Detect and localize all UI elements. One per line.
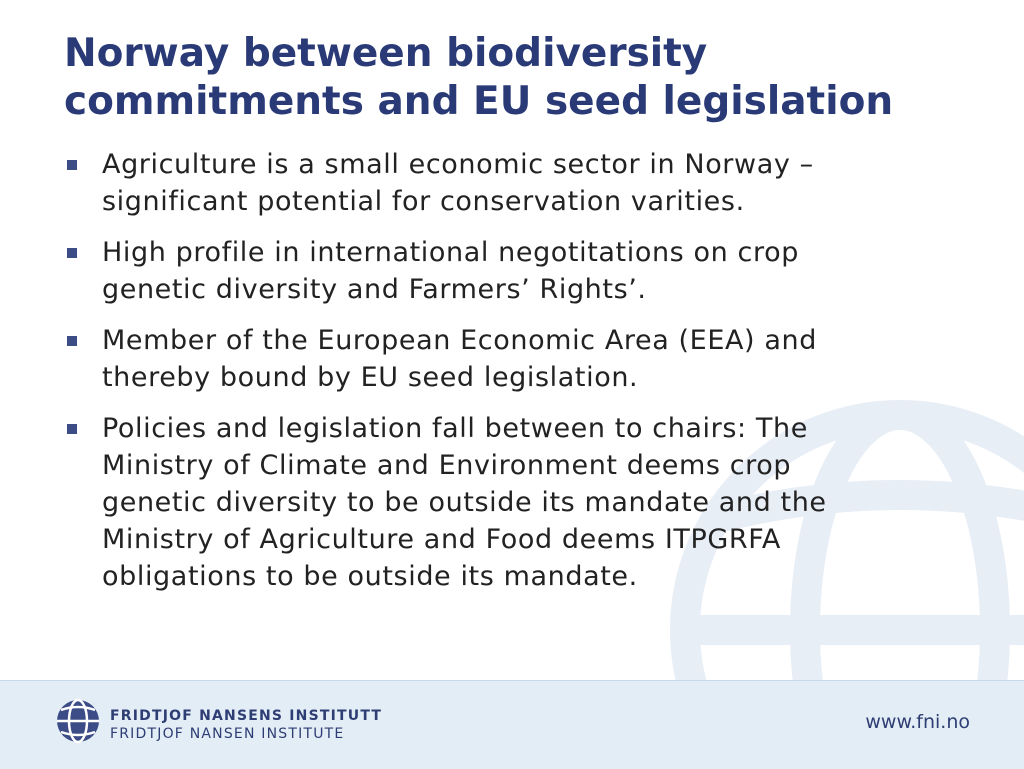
bullet-line: High profile in international negotitations on crop xyxy=(102,237,799,268)
bullet-line: thereby bound by EU seed legislation. xyxy=(102,362,639,393)
footer-bar xyxy=(0,680,1024,769)
website-url: www.fni.no xyxy=(865,711,970,733)
bullet-item xyxy=(64,410,984,595)
title-line: Norway between biodiversity xyxy=(64,31,708,76)
bullet-line: Agriculture is a small economic sector in Norway – xyxy=(102,149,814,180)
bullet-line: Ministry of Agriculture and Food deems ITPGRFA xyxy=(102,524,781,555)
bullet-item xyxy=(64,322,984,396)
bullet-line: Policies and legislation fall between to chairs: The xyxy=(102,413,808,444)
bullet-line: genetic diversity and Farmers’ Rights’. xyxy=(102,274,647,305)
square-bullet-icon xyxy=(67,160,77,170)
institute-name-english: FRIDTJOF NANSEN INSTITUTE xyxy=(110,726,345,742)
square-bullet-icon xyxy=(67,248,77,258)
bullet-line: Ministry of Climate and Environment deems crop xyxy=(102,450,792,481)
bullet-line: obligations to be outside its mandate. xyxy=(102,561,638,592)
institute-name xyxy=(110,707,382,743)
bullet-list xyxy=(64,146,984,609)
bullet-item xyxy=(64,234,984,308)
title-line: commitments and EU seed legislation xyxy=(64,79,894,124)
globe-icon xyxy=(55,698,101,744)
bullet-line: genetic diversity to be outside its mandate and the xyxy=(102,487,827,518)
bullet-line: Member of the European Economic Area (EEA) and xyxy=(102,325,817,356)
institute-name-norwegian: FRIDTJOF NANSENS INSTITUTT xyxy=(110,708,383,724)
square-bullet-icon xyxy=(67,424,77,434)
bullet-item xyxy=(64,146,984,220)
bullet-line: significant potential for conservation varities. xyxy=(102,186,745,217)
square-bullet-icon xyxy=(67,336,77,346)
slide-title xyxy=(64,30,984,126)
